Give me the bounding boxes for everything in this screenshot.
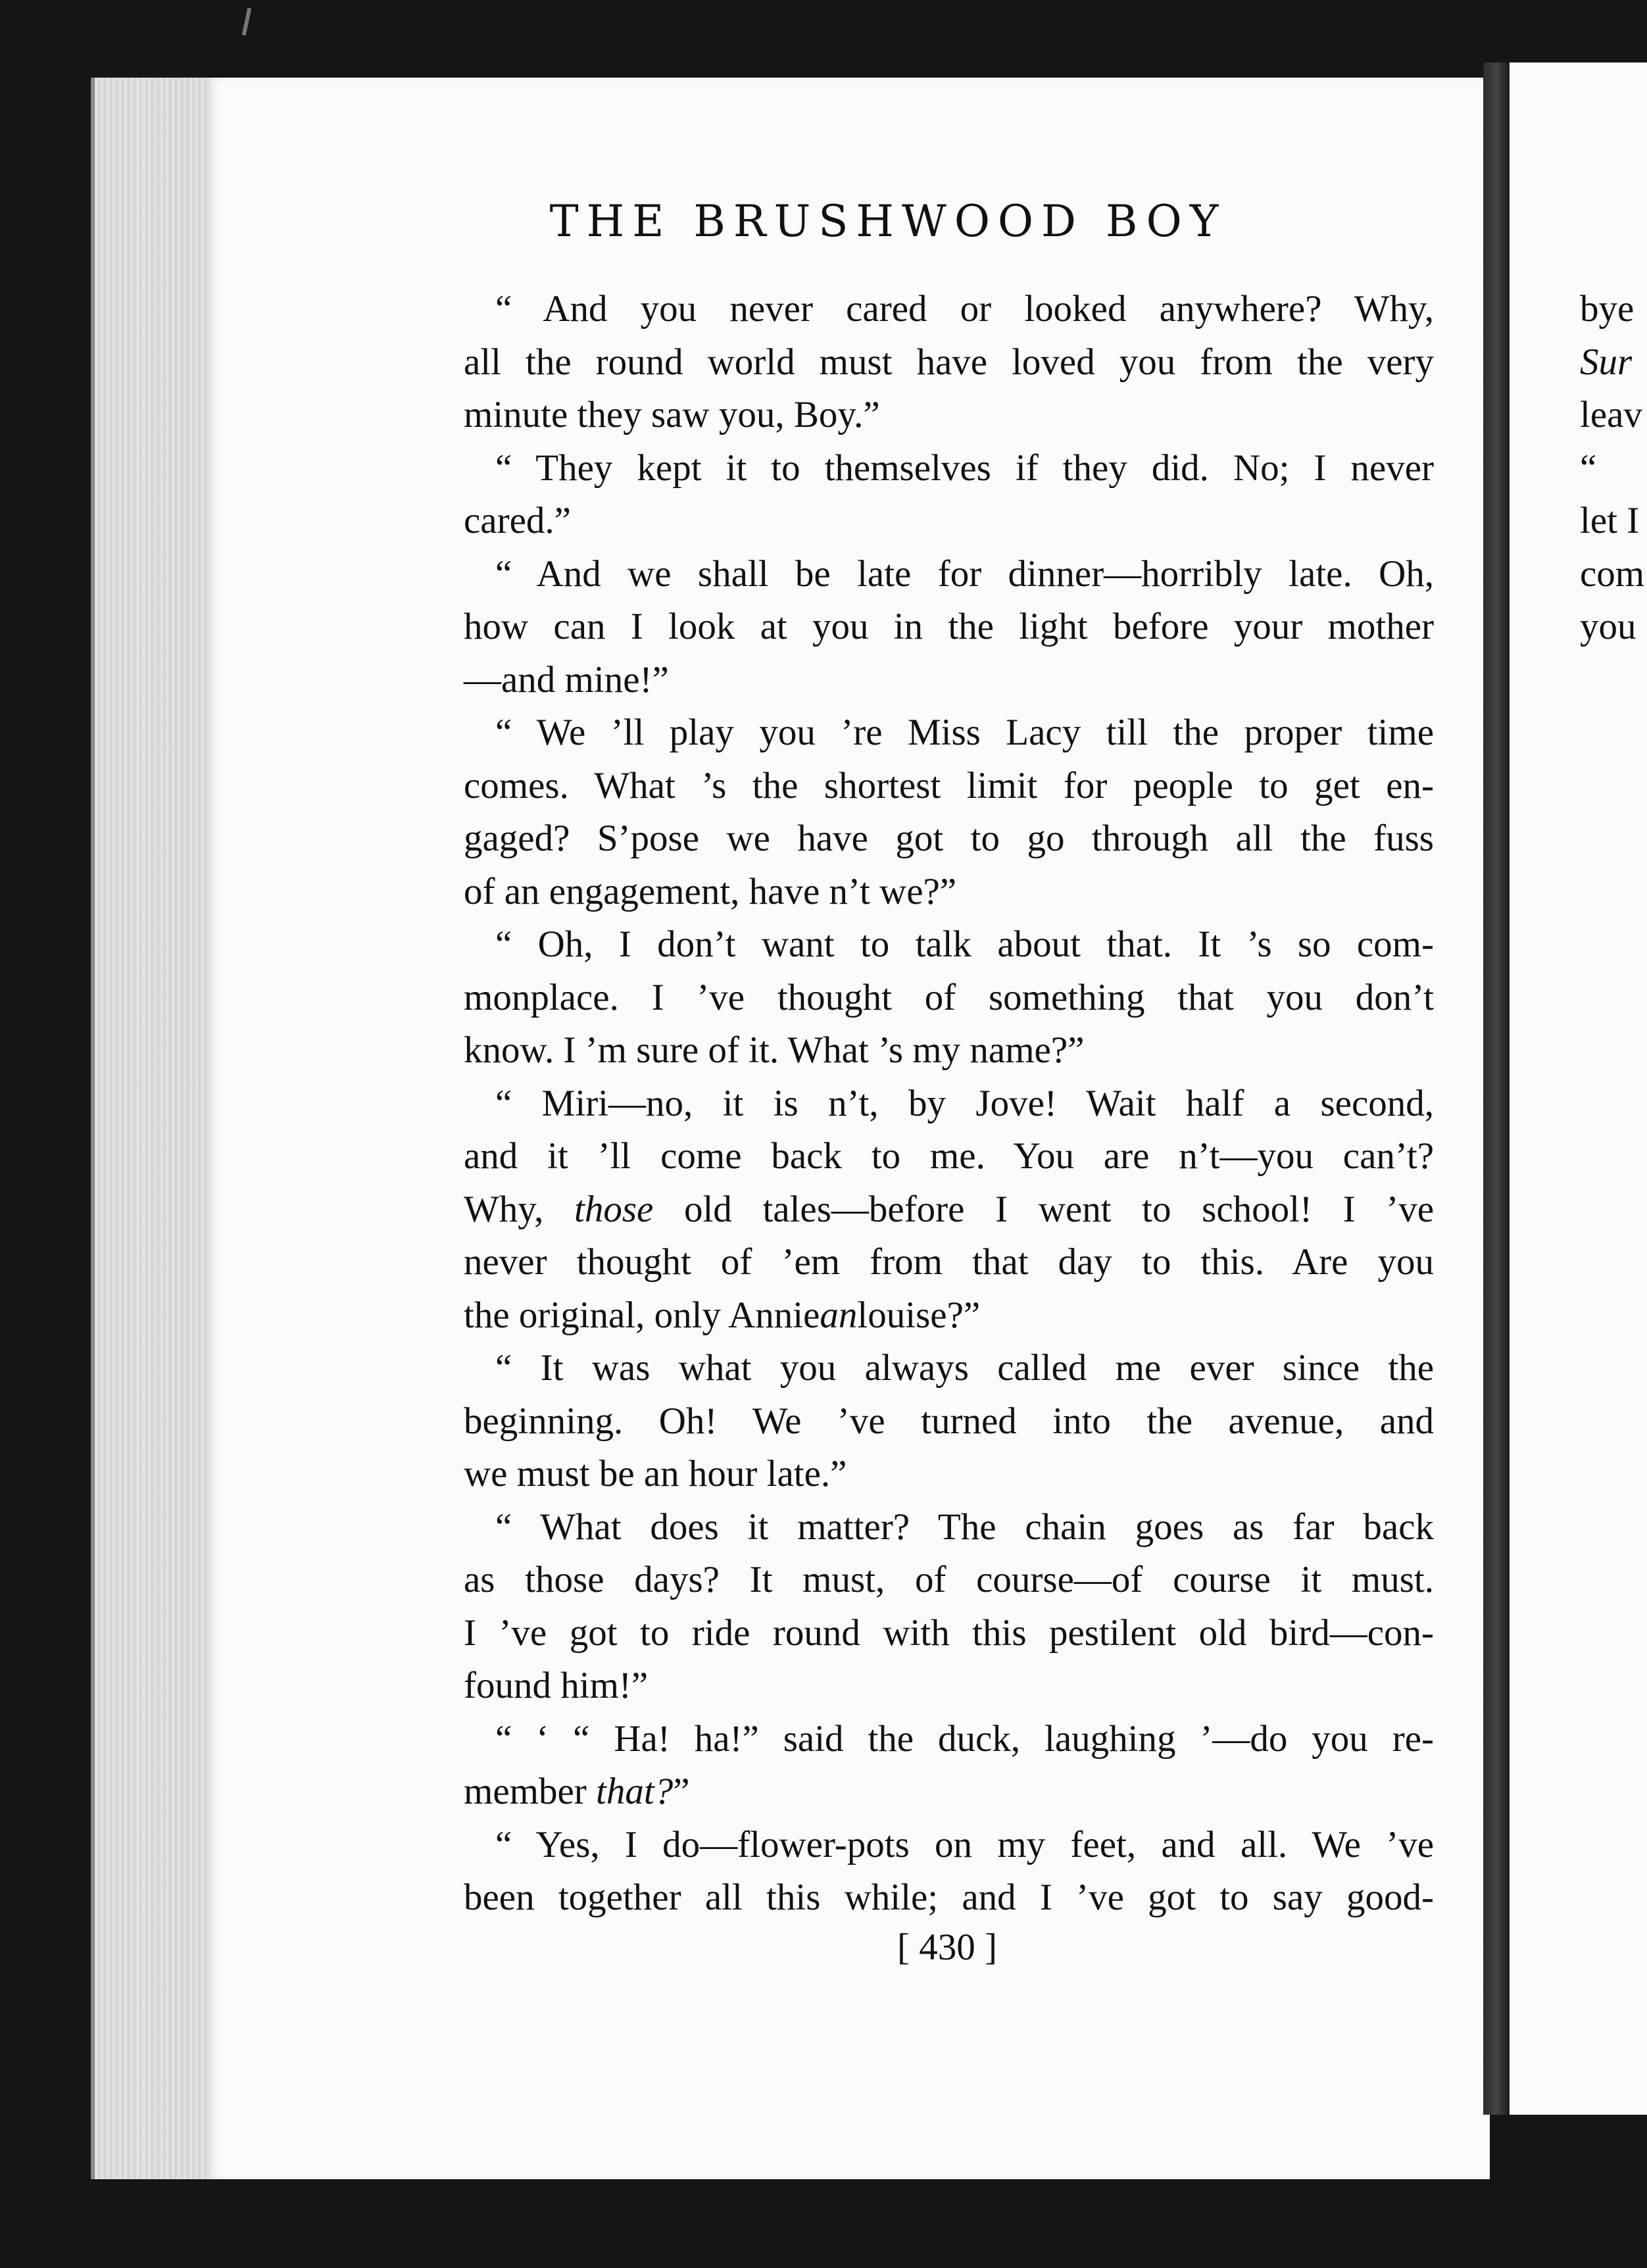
text-span: “ It was what you always called me ever since the [495,1347,1434,1389]
text-line [464,1236,1434,1289]
text-line [464,972,1434,1025]
facing-line: leav [1580,394,1642,435]
facing-line: you [1580,606,1636,647]
text-span: we must be an hour late.” [464,1453,847,1494]
text-span: “ ‘ “ Ha! ha!” said the duck, laughing ’—do you re- [495,1717,1434,1760]
text-span: cared.” [464,500,571,541]
text-line [464,1660,1434,1713]
page-edges [91,78,226,2179]
text-line [464,1183,1434,1237]
text-line [464,1342,1434,1395]
facing-line: Sur [1580,341,1633,383]
text-line [464,1289,1434,1343]
text-line [464,548,1434,601]
text-span: how can I look at you in the light before your mother [464,606,1434,647]
text-span: “ They kept it to themselves if they did. No; I never [495,447,1434,489]
facing-line: let I [1580,500,1640,541]
text-line [464,389,1434,442]
facing-line: com [1580,553,1645,595]
text-span: ” [673,1771,690,1812]
text-line [464,1395,1434,1448]
text-span: louise?” [857,1294,981,1336]
text-span: “ And you never cared or looked anywhere? Why, [495,288,1434,330]
body-text [464,283,1434,1925]
text-span: the original, only Annie [464,1294,820,1336]
text-span: been together all this while; and I ’ve got to say good- [464,1877,1434,1918]
text-line [464,812,1434,866]
text-span: “ And we shall be late for dinner—horribly late. Oh, [495,553,1434,595]
text-span: all the round world must have loved you from the very [464,341,1434,383]
text-line [464,336,1434,389]
facing-line: “ [1580,447,1597,489]
text-line [464,1501,1434,1554]
running-head: THE BRUSHWOOD BOY [549,196,1227,247]
book-gutter [1483,62,1510,2115]
text-span: member [464,1771,597,1812]
scan-mark [242,8,252,36]
text-span: “ We ’ll play you ’re Miss Lacy till the proper time [495,712,1434,753]
text-span: “ What does it matter? The chain goes as far back [495,1506,1434,1548]
text-line [464,866,1434,919]
text-line [464,1448,1434,1501]
text-span: “ Miri—no, it is n’t, by Jove! Wait half a second, [495,1082,1434,1124]
text-line [464,601,1434,654]
text-span: as those days? It must, of course—of course it must. [464,1559,1434,1600]
text-line [464,442,1434,495]
text-line [464,654,1434,707]
text-line [464,1024,1434,1077]
text-line [464,283,1434,336]
italic-text: that? [596,1771,674,1812]
text-line [464,495,1434,548]
text-line [464,1765,1434,1819]
text-span: gaged? S’pose we have got to go through all the fuss [464,818,1434,859]
text-span: “ Yes, I do—flower-pots on my feet, and all. We ’ve [495,1823,1434,1865]
text-span: never thought of ’em from that day to this. Are you [464,1241,1434,1283]
text-span: “ Oh, I don’t want to talk about that. It ’s so com- [495,924,1434,965]
text-span: minute they saw you, Boy.” [464,394,880,435]
text-span: monplace. I ’ve thought of something that you don’t [464,976,1434,1018]
text-line [464,1130,1434,1183]
text-line [464,1554,1434,1607]
text-line [464,1077,1434,1131]
italic-text: an [820,1294,858,1336]
text-span: found him!” [464,1665,649,1706]
text-span: —and mine!” [464,658,669,701]
text-span: Why, [464,1188,574,1230]
text-line [464,760,1434,813]
text-line [464,1607,1434,1660]
text-line [464,1713,1434,1766]
page-number: [ 430 ] [897,1927,997,1968]
text-line [464,918,1434,972]
facing-page-text [1580,283,1647,654]
text-line [464,1819,1434,1872]
facing-line: bye [1580,288,1635,330]
text-span: beginning. Oh! We ’ve turned into the avenue, and [464,1400,1434,1442]
text-line [464,1871,1434,1925]
text-span: I ’ve got to ride round with this pestilent old bird—con- [464,1612,1434,1654]
text-span: comes. What ’s the shortest limit for people to get en- [464,764,1434,806]
text-span: of an engagement, have n’t we?” [464,870,957,912]
text-span: old tales—before I went to school! I ’ve [653,1188,1434,1230]
text-span: know. I ’m sure of it. What ’s my name?” [464,1029,1085,1071]
italic-text: those [574,1188,654,1230]
text-span: and it ’ll come back to me. You are n’t—you can’t? [464,1135,1434,1177]
text-line [464,706,1434,760]
